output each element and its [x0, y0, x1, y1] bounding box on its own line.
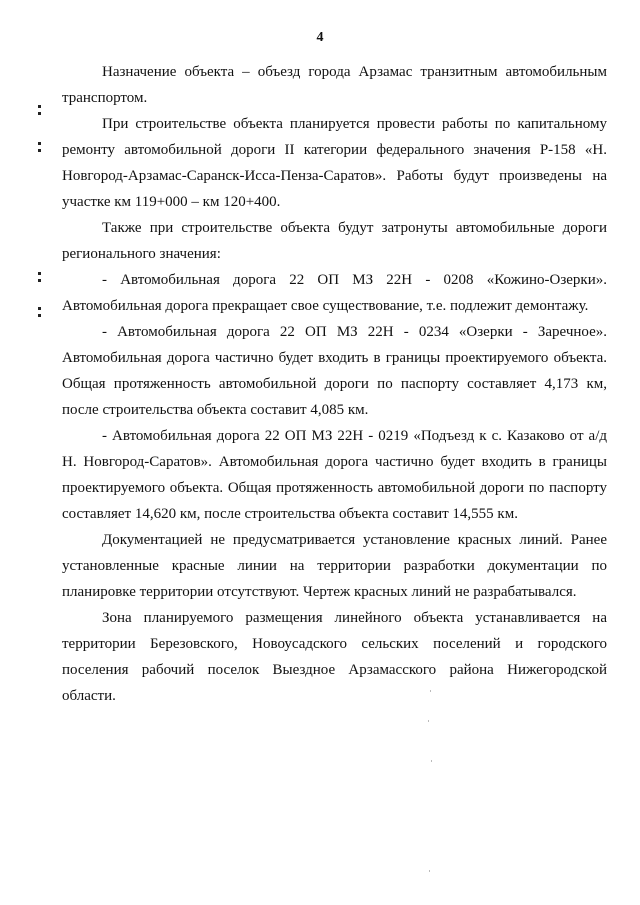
binding-hole-mark: [38, 142, 42, 156]
scan-artifact: [428, 720, 429, 722]
paragraph-regional-roads-intro: Также при строительстве объекта будут затронуты автомобильные дороги регионального значения:: [62, 220, 607, 262]
page-number: 4: [316, 30, 324, 45]
binding-hole-mark: [38, 105, 42, 119]
paragraph-placement-zone: Зона планируемого размещения линейного объекта устанавливается на территории Березовского, Новоусадского сельских поселений и городского поселения рабочий поселок Выездное Арзамасского района Нижегородской области.: [62, 610, 607, 704]
paragraph-purpose: Назначение объекта – объезд города Арзамас транзитным автомобильным транспортом.: [62, 64, 607, 106]
scan-artifact: [431, 760, 432, 762]
scan-artifact: [429, 870, 430, 872]
paragraph-construction-works: При строительстве объекта планируется провести работы по капитальному ремонту автомобильной дороги II категории федерального значения Р-158 «Н. Новгород-Арзамас-Саранск-Исса-Пенза-Саратов». Работы будут произведены на участке км 119+000 – км 120+400.: [62, 116, 607, 210]
binding-hole-mark: [38, 307, 42, 321]
paragraph-road-0219: - Автомобильная дорога 22 ОП МЗ 22Н - 0219 «Подъезд к с. Казаково от а/д Н. Новгород-Саратов». Автомобильная дорога частично будет входить в границы проектируемого объекта. Общая протяженность автомобильной дороги по паспорту составляет 14,620 км, после строительства объекта составит 14,555 км.: [62, 428, 607, 522]
paragraph-road-0234: - Автомобильная дорога 22 ОП МЗ 22Н - 0234 «Озерки - Заречное». Автомобильная дорога частично будет входить в границы проектируемого объекта. Общая протяженность автомобильной дороги по паспорту составляет 4,173 км, после строительства объекта составит 4,085 км.: [62, 324, 607, 418]
document-body: [62, 59, 607, 709]
paragraph-red-lines: Документацией не предусматривается установление красных линий. Ранее установленные красные линии на территории разработки документации по планировке территории отсутствуют. Чертеж красных линий не разрабатывался.: [62, 532, 607, 600]
paragraph-road-0208: - Автомобильная дорога 22 ОП МЗ 22Н - 0208 «Кожино-Озерки». Автомобильная дорога прекращает свое существование, т.е. подлежит демонтажу.: [62, 272, 607, 314]
binding-hole-mark: [38, 272, 42, 286]
